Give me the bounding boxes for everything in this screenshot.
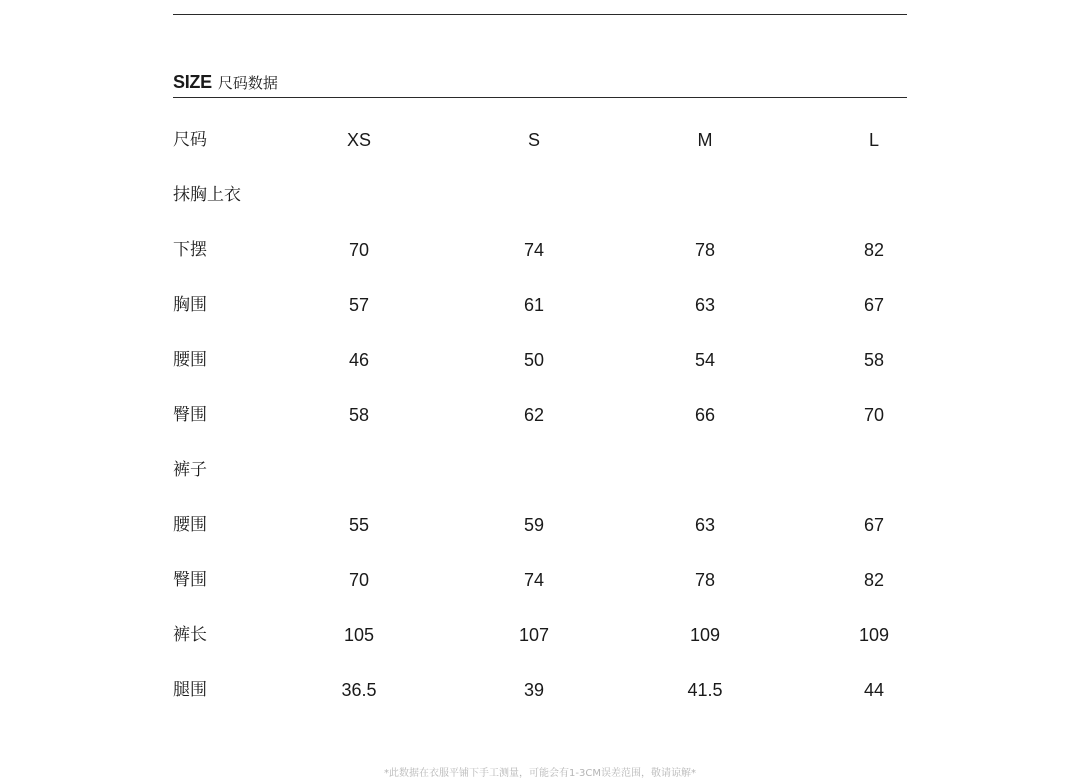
row-value-xs: 58 [348,405,370,425]
size-header-row [0,125,1080,155]
row-value-s: 59 [523,515,545,535]
section-title-row [0,455,1080,485]
table-row [0,565,1080,595]
table-row [0,400,1080,430]
row-value-xs: 105 [343,625,375,645]
section-title-top: 抹胸上衣 [173,185,241,205]
row-value-xs: 55 [348,515,370,535]
heading-title-zh: 尺码数据 [217,74,278,92]
size-col-l: L [868,130,879,150]
measurement-footnote: *此数据在衣服平铺下手工测量，可能会有1-3CM误差范围，敬请谅解* [384,768,696,779]
row-value-m: 54 [694,350,716,370]
row-value-xs: 70 [348,240,370,260]
row-label: 腿围 [173,680,207,700]
row-label: 裤长 [173,625,207,645]
size-col-s: S [527,130,540,150]
row-value-l: 67 [863,515,885,535]
table-row [0,290,1080,320]
row-value-s: 62 [523,405,545,425]
table-row [0,620,1080,650]
table-row [0,510,1080,540]
row-label: 胸围 [173,295,207,315]
row-value-s: 50 [523,350,545,370]
row-value-l: 44 [863,680,885,700]
size-col-m: M [697,130,713,150]
row-label: 腰围 [173,350,207,370]
row-value-xs: 57 [348,295,370,315]
row-value-s: 61 [523,295,545,315]
row-value-m: 63 [694,295,716,315]
row-value-l: 67 [863,295,885,315]
row-value-m: 78 [694,570,716,590]
row-label: 臀围 [173,405,207,425]
row-value-s: 74 [523,240,545,260]
size-header-label: 尺码 [173,130,207,150]
row-value-m: 109 [689,625,721,645]
row-value-m: 78 [694,240,716,260]
row-value-l: 82 [863,240,885,260]
row-label: 臀围 [173,570,207,590]
size-col-xs: XS [346,130,371,150]
row-value-s: 107 [518,625,550,645]
row-value-s: 39 [523,680,545,700]
heading-title-en: SIZE [173,72,212,92]
row-label: 腰围 [173,515,207,535]
table-row [0,345,1080,375]
row-value-l: 70 [863,405,885,425]
row-value-xs: 36.5 [341,680,377,700]
row-value-l: 58 [863,350,885,370]
row-value-m: 66 [694,405,716,425]
row-value-xs: 70 [348,570,370,590]
row-label: 下摆 [173,240,207,260]
section-title-row [0,180,1080,210]
table-row [0,675,1080,705]
table-row [0,235,1080,265]
row-value-l: 82 [863,570,885,590]
row-value-m: 41.5 [687,680,723,700]
row-value-l: 109 [858,625,890,645]
row-value-s: 74 [523,570,545,590]
row-value-m: 63 [694,515,716,535]
row-value-xs: 46 [348,350,370,370]
section-title-pants: 裤子 [173,460,207,480]
